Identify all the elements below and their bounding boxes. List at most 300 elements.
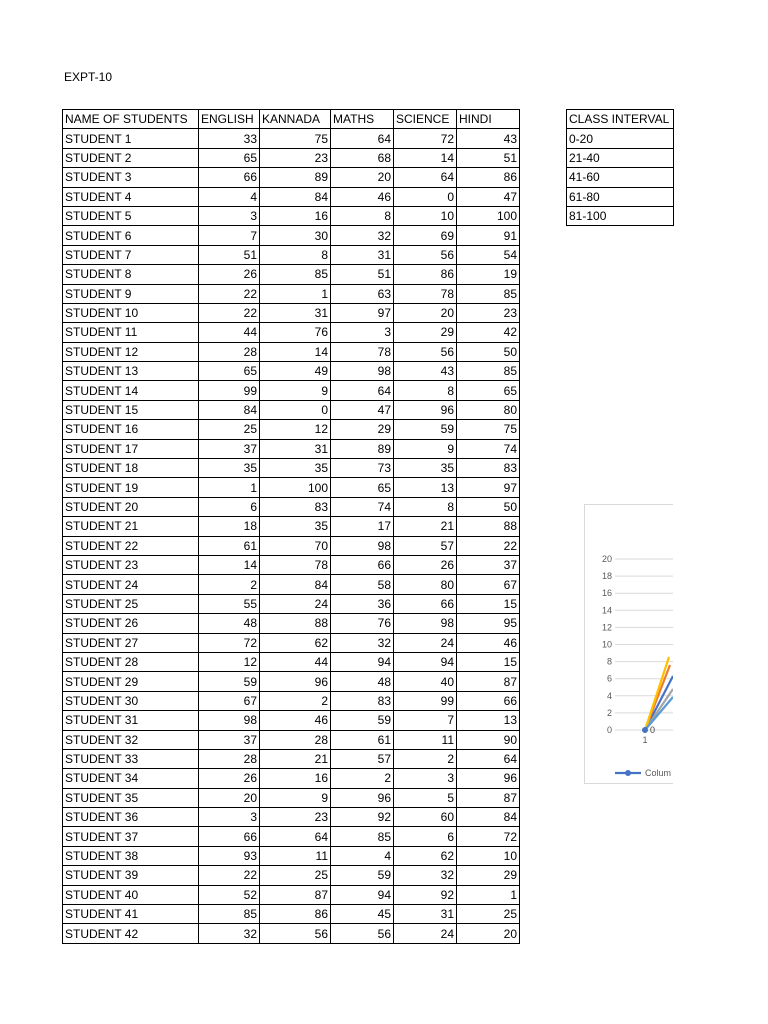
mark-cell: 22 [199,284,260,303]
table-row [63,187,520,206]
x-tick-label: 1 [642,735,648,745]
mark-cell: 32 [394,866,457,885]
mark-cell: 87 [457,788,520,807]
mark-cell: 9 [394,439,457,458]
mark-cell: 64 [331,129,394,148]
student-name-cell: STUDENT 13 [63,362,199,381]
mark-cell: 30 [260,226,331,245]
mark-cell: 14 [394,148,457,167]
student-name-cell: STUDENT 31 [63,711,199,730]
mark-cell: 19 [457,265,520,284]
mark-cell: 43 [457,129,520,148]
table-row [63,614,520,633]
table-row [63,459,520,478]
table-row [63,245,520,264]
mark-cell: 84 [457,808,520,827]
table-row [567,129,674,148]
mark-cell: 25 [457,905,520,924]
mark-cell: 88 [260,614,331,633]
table-row [63,265,520,284]
table-row [63,323,520,342]
mark-cell: 65 [199,362,260,381]
mark-cell: 43 [394,362,457,381]
column-header: MATHS [331,110,394,129]
column-header: KANNADA [260,110,331,129]
mark-cell: 48 [331,672,394,691]
table-row [63,129,520,148]
mark-cell: 40 [394,672,457,691]
y-tick-label: 0 [606,725,612,735]
student-name-cell: STUDENT 20 [63,497,199,516]
student-name-cell: STUDENT 40 [63,885,199,904]
class-interval-header: CLASS INTERVAL [567,110,674,129]
mark-cell: 9 [260,788,331,807]
class-interval-cell: 0-20 [567,129,674,148]
mark-cell: 96 [394,400,457,419]
mark-cell: 52 [199,885,260,904]
table-row [63,749,520,768]
mark-cell: 86 [457,168,520,187]
mark-cell: 78 [394,284,457,303]
table-row [63,575,520,594]
y-tick-label: 6 [606,673,612,684]
mark-cell: 8 [331,206,394,225]
mark-cell: 85 [457,284,520,303]
mark-cell: 8 [394,497,457,516]
mark-cell: 6 [199,497,260,516]
mark-cell: 96 [260,672,331,691]
student-name-cell: STUDENT 18 [63,459,199,478]
student-name-cell: STUDENT 8 [63,265,199,284]
mark-cell: 7 [199,226,260,245]
mark-cell: 2 [260,691,331,710]
mark-cell: 35 [394,459,457,478]
table-row [63,439,520,458]
mark-cell: 3 [394,769,457,788]
mark-cell: 14 [260,342,331,361]
table-row [63,148,520,167]
mark-cell: 80 [394,575,457,594]
mark-cell: 97 [331,303,394,322]
mark-cell: 29 [394,323,457,342]
mark-cell: 4 [331,846,394,865]
table-row [63,381,520,400]
table-row [63,691,520,710]
mark-cell: 3 [199,206,260,225]
mark-cell: 32 [199,924,260,943]
mark-cell: 64 [331,381,394,400]
table-row [63,866,520,885]
mark-cell: 48 [199,614,260,633]
student-name-cell: STUDENT 19 [63,478,199,497]
student-name-cell: STUDENT 16 [63,420,199,439]
student-name-cell: STUDENT 30 [63,691,199,710]
mark-cell: 59 [199,672,260,691]
mark-cell: 90 [457,730,520,749]
mark-cell: 0 [394,187,457,206]
mark-cell: 44 [199,323,260,342]
mark-cell: 64 [260,827,331,846]
mark-cell: 100 [260,478,331,497]
mark-cell: 98 [331,536,394,555]
mark-cell: 64 [457,749,520,768]
y-tick-label: 16 [601,588,612,599]
mark-cell: 8 [394,381,457,400]
mark-cell: 61 [199,536,260,555]
y-tick-label: 20 [601,554,612,564]
student-name-cell: STUDENT 38 [63,846,199,865]
table-row [63,536,520,555]
mark-cell: 84 [199,400,260,419]
table-header-row [63,110,520,129]
mark-cell: 8 [260,245,331,264]
table-row [63,769,520,788]
table-row [63,420,520,439]
mark-cell: 96 [331,788,394,807]
mark-cell: 35 [260,459,331,478]
table-row [63,788,520,807]
mark-cell: 98 [331,362,394,381]
mark-cell: 75 [260,129,331,148]
mark-cell: 91 [457,226,520,245]
mark-cell: 60 [394,808,457,827]
mark-cell: 26 [199,769,260,788]
mark-cell: 59 [331,866,394,885]
mark-cell: 1 [260,284,331,303]
student-name-cell: STUDENT 34 [63,769,199,788]
mark-cell: 21 [394,517,457,536]
mark-cell: 84 [260,575,331,594]
mark-cell: 15 [457,594,520,613]
student-name-cell: STUDENT 12 [63,342,199,361]
student-name-cell: STUDENT 22 [63,536,199,555]
mark-cell: 5 [394,788,457,807]
table-row [63,594,520,613]
mark-cell: 54 [457,245,520,264]
mark-cell: 46 [260,711,331,730]
y-tick-label: 12 [601,622,612,633]
mark-cell: 89 [331,439,394,458]
mark-cell: 94 [331,885,394,904]
mark-cell: 24 [394,924,457,943]
mark-cell: 70 [260,536,331,555]
student-name-cell: STUDENT 14 [63,381,199,400]
mark-cell: 62 [260,633,331,652]
student-name-cell: STUDENT 27 [63,633,199,652]
table-row [567,206,674,225]
table-row [567,187,674,206]
student-name-cell: STUDENT 15 [63,400,199,419]
mark-cell: 51 [457,148,520,167]
mark-cell: 65 [331,478,394,497]
student-name-cell: STUDENT 39 [63,866,199,885]
mark-cell: 59 [394,420,457,439]
mark-cell: 25 [199,420,260,439]
mark-cell: 94 [331,652,394,671]
mark-cell: 44 [260,652,331,671]
mark-cell: 35 [199,459,260,478]
mark-cell: 93 [199,846,260,865]
student-name-cell: STUDENT 41 [63,905,199,924]
mark-cell: 57 [394,536,457,555]
mark-cell: 61 [331,730,394,749]
table-row [63,730,520,749]
y-tick-label: 18 [601,571,612,582]
mark-cell: 42 [457,323,520,342]
mark-cell: 65 [199,148,260,167]
student-name-cell: STUDENT 21 [63,517,199,536]
mark-cell: 63 [331,284,394,303]
chart-canvas [585,505,673,783]
mark-cell: 56 [260,924,331,943]
student-name-cell: STUDENT 10 [63,303,199,322]
mark-cell: 99 [199,381,260,400]
mark-cell: 86 [394,265,457,284]
data-label: 0 [650,725,656,735]
mark-cell: 11 [394,730,457,749]
table-row [63,808,520,827]
mark-cell: 46 [331,187,394,206]
mark-cell: 56 [394,342,457,361]
mark-cell: 12 [260,420,331,439]
mark-cell: 20 [394,303,457,322]
mark-cell: 33 [199,129,260,148]
mark-cell: 89 [260,168,331,187]
mark-cell: 66 [199,168,260,187]
mark-cell: 28 [199,749,260,768]
mark-cell: 50 [457,497,520,516]
mark-cell: 67 [199,691,260,710]
y-tick-label: 2 [606,707,612,718]
mark-cell: 88 [457,517,520,536]
mark-cell: 98 [394,614,457,633]
student-name-cell: STUDENT 42 [63,924,199,943]
mark-cell: 36 [331,594,394,613]
table-row [63,846,520,865]
mark-cell: 25 [260,866,331,885]
mark-cell: 29 [331,420,394,439]
mark-cell: 24 [260,594,331,613]
mark-cell: 66 [331,555,394,574]
class-interval-cell: 41-60 [567,168,674,187]
mark-cell: 83 [457,459,520,478]
mark-cell: 98 [199,711,260,730]
mark-cell: 2 [331,769,394,788]
mark-cell: 11 [260,846,331,865]
mark-cell: 64 [394,168,457,187]
mark-cell: 6 [394,827,457,846]
mark-cell: 9 [260,381,331,400]
mark-cell: 78 [260,555,331,574]
mark-cell: 10 [394,206,457,225]
mark-cell: 84 [260,187,331,206]
table-row [63,924,520,943]
mark-cell: 85 [199,905,260,924]
mark-cell: 92 [394,885,457,904]
table-row [63,827,520,846]
mark-cell: 85 [331,827,394,846]
table-row [63,555,520,574]
table-row [63,303,520,322]
legend-marker [625,770,631,776]
mark-cell: 83 [331,691,394,710]
table-row [63,672,520,691]
series-line [645,657,669,730]
table-row [63,633,520,652]
student-name-cell: STUDENT 33 [63,749,199,768]
mark-cell: 12 [199,652,260,671]
mark-cell: 31 [260,439,331,458]
class-interval-cell: 61-80 [567,187,674,206]
mark-cell: 66 [394,594,457,613]
mark-cell: 68 [331,148,394,167]
mark-cell: 97 [457,478,520,497]
mark-cell: 37 [199,730,260,749]
mark-cell: 100 [457,206,520,225]
y-tick-label: 10 [601,639,612,650]
mark-cell: 45 [331,905,394,924]
legend-label: Colum [645,768,672,778]
y-tick-label: 14 [601,605,612,616]
mark-cell: 66 [199,827,260,846]
mark-cell: 92 [331,808,394,827]
mark-cell: 32 [331,226,394,245]
mark-cell: 4 [199,187,260,206]
table-row [63,497,520,516]
mark-cell: 28 [199,342,260,361]
column-header: ENGLISH [199,110,260,129]
mark-cell: 74 [457,439,520,458]
line-chart[interactable] [584,504,673,784]
mark-cell: 22 [199,866,260,885]
table-row [63,284,520,303]
mark-cell: 2 [199,575,260,594]
mark-cell: 22 [457,536,520,555]
mark-cell: 20 [457,924,520,943]
student-name-cell: STUDENT 26 [63,614,199,633]
mark-cell: 73 [331,459,394,478]
mark-cell: 55 [199,594,260,613]
mark-cell: 18 [199,517,260,536]
mark-cell: 26 [199,265,260,284]
mark-cell: 10 [457,846,520,865]
table-row [63,478,520,497]
mark-cell: 2 [394,749,457,768]
mark-cell: 20 [331,168,394,187]
table-row [63,226,520,245]
mark-cell: 65 [457,381,520,400]
mark-cell: 49 [260,362,331,381]
student-name-cell: STUDENT 7 [63,245,199,264]
mark-cell: 72 [394,129,457,148]
mark-cell: 47 [457,187,520,206]
mark-cell: 14 [199,555,260,574]
mark-cell: 51 [199,245,260,264]
mark-cell: 80 [457,400,520,419]
mark-cell: 7 [394,711,457,730]
mark-cell: 26 [394,555,457,574]
mark-cell: 16 [260,206,331,225]
mark-cell: 13 [457,711,520,730]
mark-cell: 57 [331,749,394,768]
mark-cell: 23 [260,148,331,167]
mark-cell: 76 [331,614,394,633]
student-name-cell: STUDENT 1 [63,129,199,148]
student-name-cell: STUDENT 3 [63,168,199,187]
student-name-cell: STUDENT 28 [63,652,199,671]
table-row [63,711,520,730]
mark-cell: 85 [457,362,520,381]
column-header: NAME OF STUDENTS [63,110,199,129]
mark-cell: 75 [457,420,520,439]
student-name-cell: STUDENT 11 [63,323,199,342]
mark-cell: 20 [199,788,260,807]
mark-cell: 3 [199,808,260,827]
mark-cell: 1 [457,885,520,904]
student-name-cell: STUDENT 6 [63,226,199,245]
mark-cell: 66 [457,691,520,710]
student-name-cell: STUDENT 29 [63,672,199,691]
mark-cell: 72 [457,827,520,846]
mark-cell: 15 [457,652,520,671]
mark-cell: 31 [394,905,457,924]
student-name-cell: STUDENT 17 [63,439,199,458]
table-row [567,168,674,187]
table-row [63,517,520,536]
mark-cell: 85 [260,265,331,284]
mark-cell: 16 [260,769,331,788]
mark-cell: 72 [199,633,260,652]
mark-cell: 29 [457,866,520,885]
mark-cell: 31 [331,245,394,264]
mark-cell: 58 [331,575,394,594]
table-row [567,148,674,167]
student-name-cell: STUDENT 24 [63,575,199,594]
mark-cell: 76 [260,323,331,342]
class-interval-cell: 21-40 [567,148,674,167]
student-name-cell: STUDENT 5 [63,206,199,225]
table-row [63,362,520,381]
mark-cell: 86 [260,905,331,924]
column-header: SCIENCE [394,110,457,129]
mark-cell: 21 [260,749,331,768]
student-marks-table [62,109,520,944]
student-name-cell: STUDENT 35 [63,788,199,807]
mark-cell: 46 [457,633,520,652]
mark-cell: 78 [331,342,394,361]
student-name-cell: STUDENT 4 [63,187,199,206]
sheet-title: EXPT-10 [64,70,113,84]
table-row [63,168,520,187]
mark-cell: 95 [457,614,520,633]
student-name-cell: STUDENT 37 [63,827,199,846]
student-name-cell: STUDENT 9 [63,284,199,303]
mark-cell: 28 [260,730,331,749]
mark-cell: 35 [260,517,331,536]
mark-cell: 50 [457,342,520,361]
y-tick-label: 8 [606,656,612,667]
class-interval-cell: 81-100 [567,206,674,225]
table-row [63,342,520,361]
mark-cell: 47 [331,400,394,419]
mark-cell: 62 [394,846,457,865]
mark-cell: 87 [260,885,331,904]
mark-cell: 56 [331,924,394,943]
mark-cell: 23 [457,303,520,322]
table-row [63,400,520,419]
mark-cell: 23 [260,808,331,827]
mark-cell: 96 [457,769,520,788]
